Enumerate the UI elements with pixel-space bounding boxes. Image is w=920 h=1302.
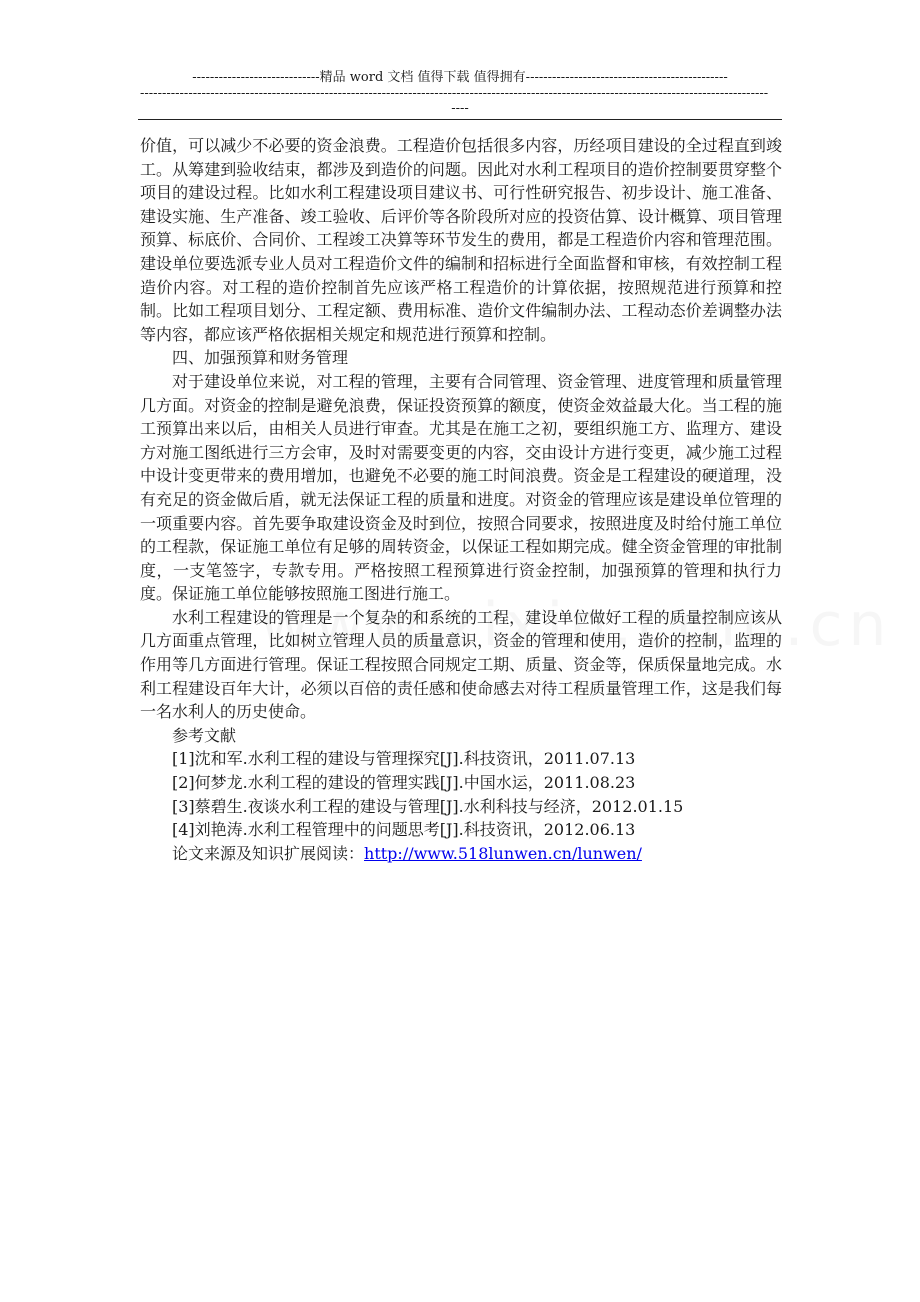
- source-label: 论文来源及知识扩展阅读：: [172, 843, 365, 863]
- source-link[interactable]: http://www.518lunwen.cn/lunwen/: [364, 843, 642, 863]
- page-header-dashes-tail: ----: [451, 101, 469, 116]
- page-header-banner: -----------------------------精品 word 文档 值得下载 值得拥有----------------------------------------------: [192, 70, 728, 85]
- source-line: [140, 842, 782, 866]
- paragraph-cost-control: 价值，可以减少不必要的资金浪费。工程造价包括很多内容，历经项目建设的全过程直到竣工。从筹建到验收结束，都涉及到造价的问题。因此对水利工程项目的造价控制要贯穿整个项目的建设过程。比如水利工程建设项目建议书、可行性研究报告、初步设计、施工准备、建设实施、生产准备、竣工验收、后评价等各阶段所对应的投资估算、设计概算、项目管理预算、标底价、合同价、工程竣工决算等环节发生的费用，都是工程造价内容和管理范围。建设单位要选派专业人员对工程造价文件的编制和招标进行全面监督和审核，有效控制工程造价内容。对工程的造价控制首先应该严格工程造价的计算依据，按照规范进行预算和控制。比如工程项目划分、工程定额、费用标准、造价文件编制办法、工程动态价差调整办法等内容，都应该严格依据相关规定和规范进行预算和控制。: [140, 136, 782, 344]
- paragraph-budget-finance: 对于建设单位来说，对工程的管理，主要有合同管理、资金管理、进度管理和质量管理几方面。对资金的控制是避免浪费，保证投资预算的额度，使资金效益最大化。当工程的施工预算出来以后，由相关人员进行审查。尤其是在施工之初，要组织施工方、监理方、建设方对施工图纸进行三方会审，及时对需要变更的内容，交由设计方进行变更，减少施工过程中设计变更带来的费用增加，也避免不必要的施工时间浪费。资金是工程建设的硬道理，没有充足的资金做后盾，就无法保证工程的质量和进度。对资金的管理应该是建设单位管理的一项重要内容。首先要争取建设资金及时到位，按照合同要求，按照进度及时给付施工单位的工程款，保证施工单位有足够的周转资金，以保证工程如期完成。健全资金管理的审批制度，一支笔签字，专款专用。严格按照工程预算进行资金控制，加强预算的管理和执行力度。保证施工单位能够按照施工图进行施工。: [140, 371, 782, 604]
- page-header-dashes: -----------------------------------------------------------------------------------------------------------------------------------------------: [140, 86, 769, 101]
- section-heading-4: 四、加强预算和财务管理: [172, 348, 349, 368]
- header-rule: [138, 119, 782, 120]
- reference-item: [4]刘艳涛.水利工程管理中的问题思考[J].科技资讯，2012.06.13: [172, 820, 636, 840]
- paragraph-conclusion: 水利工程建设的管理是一个复杂的和系统的工程，建设单位做好工程的质量控制应该从几方面重点管理，比如树立管理人员的质量意识，资金的管理和使用，造价的控制，监理的作用等几方面进行管理。保证工程按照合同规定工期、质量、资金等，保质保量地完成。水利工程建设百年大计，必须以百倍的责任感和使命感去对待工程质量管理工作，这是我们每一名水利人的历史使命。: [140, 607, 782, 722]
- reference-item: [3]蔡碧生.夜谈水利工程的建设与管理[J].水利科技与经济，2012.01.15: [172, 796, 684, 816]
- reference-item: [2]何梦龙.水利工程的建设的管理实践[J].中国水运，2011.08.23: [172, 773, 636, 793]
- document-body: [140, 134, 782, 865]
- references-title: 参考文献: [172, 725, 237, 745]
- reference-item: [1]沈和军.水利工程的建设与管理探究[J].科技资讯，2011.07.13: [172, 749, 636, 769]
